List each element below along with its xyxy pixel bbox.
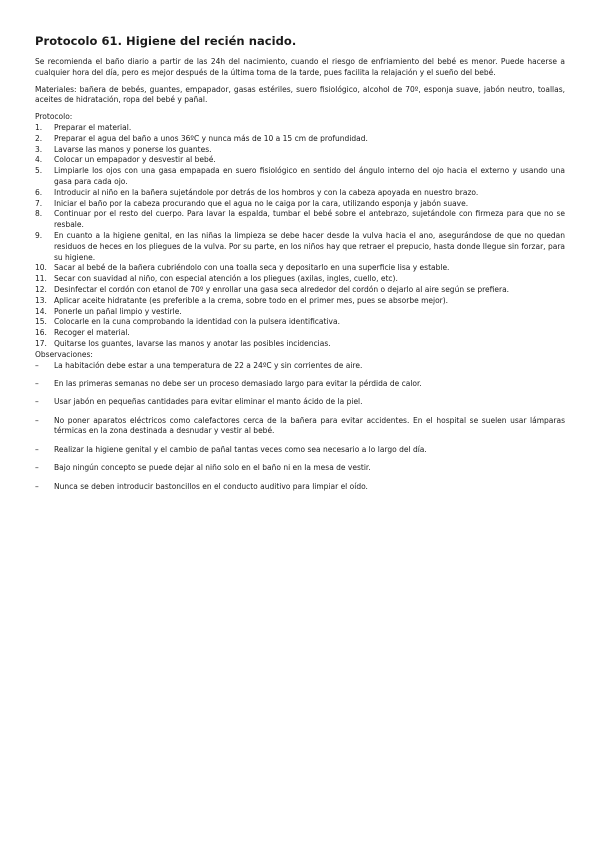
observation-text: Usar jabón en pequeñas cantidades para evitar eliminar el manto ácido de la piel.	[54, 397, 363, 407]
protocol-steps-list	[35, 123, 565, 350]
dash-bullet: –	[35, 378, 39, 388]
materials-paragraph: Materiales: bañera de bebés, guantes, empapador, gasas estériles, suero fisiológico, alcohol de 70º, esponja suave, jabón neutro, toallas, aceites de hidratación, ropa del bebé y pañal.	[35, 84, 565, 105]
observation-item	[35, 361, 565, 372]
protocol-step	[35, 307, 565, 318]
protocol-step	[35, 199, 565, 210]
dash-bullet: –	[35, 481, 39, 491]
protocol-step	[35, 166, 565, 188]
dash-bullet: –	[35, 415, 39, 425]
step-text: Limpiarle los ojos con una gasa empapada en suero fisiológico en sentido del ángulo interno del ojo hacia el externo y usando una gasa para cada ojo.	[54, 166, 565, 186]
step-number: 14.	[35, 306, 47, 316]
step-text: Aplicar aceite hidratante (es preferible a la crema, sobre todo en el primer mes, pues se absorbe mejor).	[54, 295, 449, 305]
step-number: 11.	[35, 274, 47, 284]
step-text: Preparar el material.	[54, 122, 132, 132]
step-text: Ponerle un pañal limpio y vestirle.	[54, 306, 182, 316]
protocol-step	[35, 317, 565, 328]
protocol-step	[35, 188, 565, 199]
step-text: Colocar un empapador y desvestir al bebé.	[54, 155, 216, 165]
observation-text: No poner aparatos eléctricos como calefactores cerca de la bañera para evitar accidentes. En el hospital se suelen usar lámparas térmicas en la zona destinada a desnudar y vestir al bebé.	[54, 415, 565, 436]
step-number: 9.	[35, 230, 43, 240]
step-number: 16.	[35, 328, 47, 338]
intro-paragraph: Se recomienda el baño diario a partir de las 24h del nacimiento, cuando el riesgo de enfriamiento del bebé es menor. Puede hacerse a cualquier hora del día, pero es mejor después de la última toma de la tarde, pues facilita la relajación y el sueño del bebé.	[35, 57, 565, 77]
protocol-step	[35, 155, 565, 166]
step-number: 15.	[35, 317, 47, 327]
document-title: Protocolo 61. Higiene del recién nacido.	[35, 34, 297, 48]
step-number: 6.	[35, 187, 43, 197]
step-number: 5.	[35, 166, 43, 176]
observation-text: Nunca se deben introducir bastoncillos en el conducto auditivo para limpiar el oído.	[54, 481, 368, 491]
step-number: 13.	[35, 295, 47, 305]
observation-text: Realizar la higiene genital y el cambio de pañal tantas veces como sea necesario a lo largo del día.	[54, 444, 427, 454]
dash-bullet: –	[35, 463, 39, 473]
step-text: Desinfectar el cordón con etanol de 70º y enrollar una gasa seca alrededor del cordón o dejarlo al aire según se prefiera.	[54, 284, 510, 294]
protocol-step	[35, 209, 565, 231]
observation-item	[35, 397, 565, 408]
protocol-step	[35, 123, 565, 134]
step-text: Secar con suavidad al niño, con especial atención a los pliegues (axilas, ingles, cuello, etc).	[54, 274, 398, 284]
observation-item	[35, 463, 565, 474]
step-number: 1.	[35, 122, 43, 132]
observation-text: La habitación debe estar a una temperatura de 22 a 24ºC y sin corrientes de aire.	[54, 360, 363, 370]
observations-list	[35, 361, 565, 493]
observation-item	[35, 445, 565, 456]
protocol-step	[35, 328, 565, 339]
step-number: 7.	[35, 198, 43, 208]
protocol-heading: Protocolo:	[35, 112, 73, 122]
step-number: 10.	[35, 263, 47, 273]
step-text: Sacar al bebé de la bañera cubriéndolo con una toalla seca y depositarlo en una superficie lisa y estable.	[54, 263, 450, 273]
step-text: En cuanto a la higiene genital, en las niñas la limpieza se debe hacer desde la vulva hacia el ano, asegurándose de que no quedan residuos de heces en los pliegues de la vulva. Por su parte, en los niños hay que retraer el prepucio, hasta donde llegue sin forzar, para su higiene.	[54, 230, 565, 262]
protocol-step	[35, 263, 565, 274]
step-text: Recoger el material.	[54, 328, 130, 338]
protocol-step	[35, 339, 565, 350]
observation-text: En las primeras semanas no debe ser un proceso demasiado largo para evitar la pérdida de calor.	[54, 378, 422, 388]
step-number: 2.	[35, 133, 43, 143]
step-text: Preparar el agua del baño a unos 36ºC y nunca más de 10 a 15 cm de profundidad.	[54, 133, 368, 143]
step-number: 4.	[35, 155, 43, 165]
step-text: Iniciar el baño por la cabeza procurando que el agua no le caiga por la cara, utilizando esponja y jabón suave.	[54, 198, 469, 208]
step-number: 17.	[35, 338, 47, 348]
step-number: 12.	[35, 284, 47, 294]
protocol-step	[35, 274, 565, 285]
observation-text: Bajo ningún concepto se puede dejar al niño solo en el baño ni en la mesa de vestir.	[54, 463, 371, 473]
protocol-step	[35, 296, 565, 307]
dash-bullet: –	[35, 360, 39, 370]
observations-heading: Observaciones:	[35, 349, 93, 359]
dash-bullet: –	[35, 444, 39, 454]
step-number: 3.	[35, 144, 43, 154]
step-text: Introducir al niño en la bañera sujetándole por detrás de los hombros y con la cabeza apoyada en nuestro brazo.	[54, 187, 479, 197]
protocol-step	[35, 145, 565, 156]
protocol-step	[35, 285, 565, 296]
step-number: 8.	[35, 209, 43, 219]
document-body	[35, 34, 565, 500]
protocol-step	[35, 231, 565, 263]
step-text: Colocarle en la cuna comprobando la identidad con la pulsera identificativa.	[54, 317, 340, 327]
step-text: Lavarse las manos y ponerse los guantes.	[54, 144, 212, 154]
step-text: Continuar por el resto del cuerpo. Para lavar la espalda, tumbar el bebé sobre el antebrazo, sujetándole con firmeza para que no se resbale.	[54, 209, 565, 230]
protocol-step	[35, 134, 565, 145]
observation-item	[35, 416, 565, 438]
dash-bullet: –	[35, 397, 39, 407]
observation-item	[35, 379, 565, 390]
step-text: Quitarse los guantes, lavarse las manos y anotar las posibles incidencias.	[54, 338, 331, 348]
observation-item	[35, 482, 565, 493]
